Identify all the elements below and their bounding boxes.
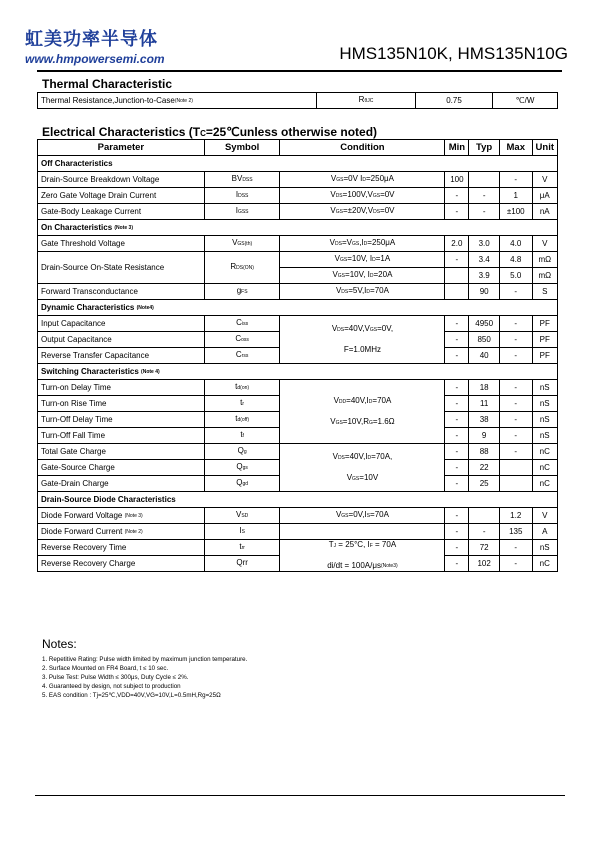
unit-cell: PF	[532, 332, 557, 348]
condition-cell: VDS=100V,VGS=0V	[280, 188, 445, 204]
min-cell	[445, 284, 469, 300]
max-cell: 135	[499, 524, 532, 540]
param-cell: Gate-Source Charge	[38, 460, 205, 476]
condition-cell: VDD=40V,ID=70A VGS=10V,RG=1.6Ω	[280, 380, 445, 444]
param-cell: Zero Gate Voltage Drain Current	[38, 188, 205, 204]
max-cell: -	[499, 332, 532, 348]
typ-cell: 11	[469, 396, 500, 412]
max-cell: -	[499, 348, 532, 364]
condition-cell: VDS=5V,ID=70A	[280, 284, 445, 300]
typ-cell	[469, 172, 500, 188]
param-cell: Reverse Recovery Charge	[38, 556, 205, 572]
col-header: Parameter	[38, 140, 205, 156]
part-numbers: HMS135N10K, HMS135N10G	[339, 44, 568, 63]
typ-cell: 25	[469, 476, 500, 492]
typ-cell: 3.4	[469, 252, 500, 268]
param-cell: Output Capacitance	[38, 332, 205, 348]
notes-section	[42, 637, 247, 700]
table-row	[38, 236, 558, 252]
min-cell: -	[445, 252, 469, 268]
unit-cell: ℃/W	[493, 93, 558, 109]
unit-cell: nC	[532, 444, 557, 460]
max-cell: -	[499, 540, 532, 556]
brand-url[interactable]: www.hmpowersemi.com	[25, 52, 165, 66]
min-cell: -	[445, 444, 469, 460]
symbol-cell: gFS	[204, 284, 280, 300]
max-cell: 1	[499, 188, 532, 204]
min-cell: -	[445, 540, 469, 556]
unit-cell: S	[532, 284, 557, 300]
note-item: 2. Surface Mounted on FR4 Board, t ≤ 10 sec.	[42, 665, 169, 672]
table-row	[38, 252, 558, 268]
unit-cell: μA	[532, 188, 557, 204]
param-cell: Drain-Source On-State Resistance	[38, 252, 205, 284]
typ-cell: 90	[469, 284, 500, 300]
unit-cell: PF	[532, 316, 557, 332]
unit-cell: nS	[532, 540, 557, 556]
max-cell: 4.0	[499, 236, 532, 252]
max-cell: 4.8	[499, 252, 532, 268]
group-row	[38, 364, 558, 380]
table-row	[38, 444, 558, 460]
unit-cell: V	[532, 172, 557, 188]
typ-cell: 18	[469, 380, 500, 396]
param-cell: Gate Threshold Voltage	[38, 236, 205, 252]
min-cell: -	[445, 348, 469, 364]
symbol-cell: VGS(th)	[204, 236, 280, 252]
symbol-cell: trr	[204, 540, 280, 556]
col-header: Typ	[469, 140, 500, 156]
symbol-cell: IGSS	[204, 204, 280, 220]
max-cell	[499, 476, 532, 492]
max-cell: -	[499, 444, 532, 460]
thermal-table	[37, 92, 558, 109]
electrical-table	[37, 139, 558, 572]
unit-cell: nS	[532, 428, 557, 444]
table-row	[38, 316, 558, 332]
typ-cell: 850	[469, 332, 500, 348]
min-cell	[445, 268, 469, 284]
footer-divider	[35, 795, 565, 796]
typ-cell: 9	[469, 428, 500, 444]
unit-cell: A	[532, 524, 557, 540]
unit-cell: nS	[532, 412, 557, 428]
typ-cell: 3.0	[469, 236, 500, 252]
company-logo	[25, 30, 165, 66]
table-row	[38, 524, 558, 540]
param-cell: Diode Forward Voltage $^{(Note 3)}$	[38, 508, 205, 524]
symbol-cell: IS	[204, 524, 280, 540]
unit-cell: nA	[532, 204, 557, 220]
group-title: Off Characteristics	[38, 156, 558, 172]
notes-title: Notes:	[42, 637, 77, 651]
group-row	[38, 492, 558, 508]
max-cell: -	[499, 284, 532, 300]
symbol-cell: IDSS	[204, 188, 280, 204]
typ-cell: 38	[469, 412, 500, 428]
note-item: 4. Guaranteed by design, not subject to production	[42, 683, 181, 690]
table-row	[38, 188, 558, 204]
min-cell: -	[445, 396, 469, 412]
symbol-cell: Coss	[204, 332, 280, 348]
unit-cell: nC	[532, 476, 557, 492]
symbol-cell: td(on)	[204, 380, 280, 396]
unit-cell: PF	[532, 348, 557, 364]
max-cell: -	[499, 412, 532, 428]
unit-cell: mΩ	[532, 268, 557, 284]
condition-cell: VGS=0V ID=250μA	[280, 172, 445, 188]
typ-cell: 40	[469, 348, 500, 364]
min-cell: -	[445, 524, 469, 540]
unit-cell: V	[532, 508, 557, 524]
brand-name: 虹美功率半导体	[25, 29, 158, 50]
condition-cell: VDS=VGS,ID=250μA	[280, 236, 445, 252]
thermal-title: Thermal Characteristic	[42, 77, 173, 91]
max-cell	[499, 460, 532, 476]
table-row	[38, 284, 558, 300]
param-cell: Turn-Off Delay Time	[38, 412, 205, 428]
table-row	[38, 508, 558, 524]
typ-cell: 72	[469, 540, 500, 556]
typ-cell: 88	[469, 444, 500, 460]
min-cell: -	[445, 556, 469, 572]
unit-cell: nS	[532, 380, 557, 396]
max-cell: -	[499, 556, 532, 572]
param-cell: Drain-Source Breakdown Voltage	[38, 172, 205, 188]
param-cell: Reverse Transfer Capacitance	[38, 348, 205, 364]
group-title: Switching Characteristics $^{(Note 4)}$	[38, 364, 558, 380]
unit-cell: nC	[532, 556, 557, 572]
typ-cell: 102	[469, 556, 500, 572]
value-cell: 0.75	[416, 93, 493, 109]
min-cell: -	[445, 428, 469, 444]
max-cell: -	[499, 396, 532, 412]
max-cell: -	[499, 380, 532, 396]
param-cell: Gate-Body Leakage Current	[38, 204, 205, 220]
table-header-row	[38, 140, 558, 156]
typ-cell	[469, 508, 500, 524]
symbol-cell: Qgd	[204, 476, 280, 492]
condition-cell: VDS=40V,VGS=0V, F=1.0MHz	[280, 316, 445, 364]
symbol-cell: Ciss	[204, 316, 280, 332]
param-cell: Input Capacitance	[38, 316, 205, 332]
table-row	[38, 380, 558, 396]
max-cell: 5.0	[499, 268, 532, 284]
min-cell: -	[445, 412, 469, 428]
param-cell: Reverse Recovery Time	[38, 540, 205, 556]
unit-cell: nC	[532, 460, 557, 476]
min-cell: -	[445, 476, 469, 492]
col-header: Symbol	[204, 140, 280, 156]
condition-cell: TJ = 25°C, IF = 70A $di/dt = 100A/\mu s^{(Note3)}$	[280, 540, 445, 572]
max-cell: ±100	[499, 204, 532, 220]
param-cell: Diode Forward Current $^{(Note 2)}$	[38, 524, 205, 540]
note-item: 3. Pulse Test: Pulse Width ≤ 300μs, Duty Cycle ≤ 2%.	[42, 674, 189, 681]
typ-cell: 4950	[469, 316, 500, 332]
typ-cell: -	[469, 204, 500, 220]
param-cell: Forward Transconductance	[38, 284, 205, 300]
param-cell: Gate-Drain Charge	[38, 476, 205, 492]
symbol-cell: td(off)	[204, 412, 280, 428]
param-cell: Turn-on Delay Time	[38, 380, 205, 396]
min-cell: 2.0	[445, 236, 469, 252]
group-row	[38, 300, 558, 316]
symbol-cell: RθJC	[317, 93, 416, 109]
condition-cell: VGS=10V, ID=20A	[280, 268, 445, 284]
group-title: On Characteristics $^{(Note 3)}$	[38, 220, 558, 236]
param-cell: Turn-on Rise Time	[38, 396, 205, 412]
max-cell: 1.2	[499, 508, 532, 524]
note-item: 1. Repetitive Rating: Pulse width limited by maximum junction temperature.	[42, 656, 248, 663]
min-cell: -	[445, 460, 469, 476]
param-cell: Total Gate Charge	[38, 444, 205, 460]
col-header: Unit	[532, 140, 557, 156]
unit-cell: mΩ	[532, 252, 557, 268]
symbol-cell: Qrr	[204, 556, 280, 572]
min-cell: 100	[445, 172, 469, 188]
symbol-cell: tr	[204, 396, 280, 412]
condition-cell: VGS=±20V,VDS=0V	[280, 204, 445, 220]
group-title: Drain-Source Diode Characteristics	[38, 492, 558, 508]
symbol-cell: Qg	[204, 444, 280, 460]
min-cell: -	[445, 380, 469, 396]
header-divider	[37, 70, 562, 72]
condition-cell: VGS=0V,IS=70A	[280, 508, 445, 524]
table-row	[38, 204, 558, 220]
symbol-cell: VSD	[204, 508, 280, 524]
max-cell: -	[499, 316, 532, 332]
col-header: Max	[499, 140, 532, 156]
typ-cell: 3.9	[469, 268, 500, 284]
note-item: 5. EAS condition : Tj=25℃,VDD=40V,VG=10V,L=0.5mH,Rg=25Ω	[42, 692, 221, 699]
unit-cell: nS	[532, 396, 557, 412]
table-row	[38, 93, 558, 109]
table-row	[38, 540, 558, 556]
typ-cell: 22	[469, 460, 500, 476]
group-title: Dynamic Characteristics $^{(Note4)}$	[38, 300, 558, 316]
unit-cell: V	[532, 236, 557, 252]
condition-cell: VGS=10V, ID=1A	[280, 252, 445, 268]
param-cell: Thermal Resistance,Junction-to-Case$^{(Note 2)}$	[38, 93, 317, 109]
min-cell: -	[445, 332, 469, 348]
min-cell: -	[445, 188, 469, 204]
typ-cell: -	[469, 188, 500, 204]
symbol-cell: tf	[204, 428, 280, 444]
group-row	[38, 220, 558, 236]
condition-cell	[280, 524, 445, 540]
col-header: Min	[445, 140, 469, 156]
group-row	[38, 156, 558, 172]
symbol-cell: Qgs	[204, 460, 280, 476]
max-cell: -	[499, 172, 532, 188]
symbol-cell: Crss	[204, 348, 280, 364]
symbol-cell: RDS(ON)	[204, 252, 280, 284]
min-cell: -	[445, 508, 469, 524]
min-cell: -	[445, 204, 469, 220]
param-cell: Turn-Off Fall Time	[38, 428, 205, 444]
typ-cell: -	[469, 524, 500, 540]
symbol-cell: BVDSS	[204, 172, 280, 188]
table-row	[38, 172, 558, 188]
condition-cell: VDS=40V,ID=70A, VGS=10V	[280, 444, 445, 492]
max-cell: -	[499, 428, 532, 444]
col-header: Condition	[280, 140, 445, 156]
electrical-title: Electrical Characteristics (TC=25℃unless otherwise noted)	[42, 125, 378, 139]
min-cell: -	[445, 316, 469, 332]
